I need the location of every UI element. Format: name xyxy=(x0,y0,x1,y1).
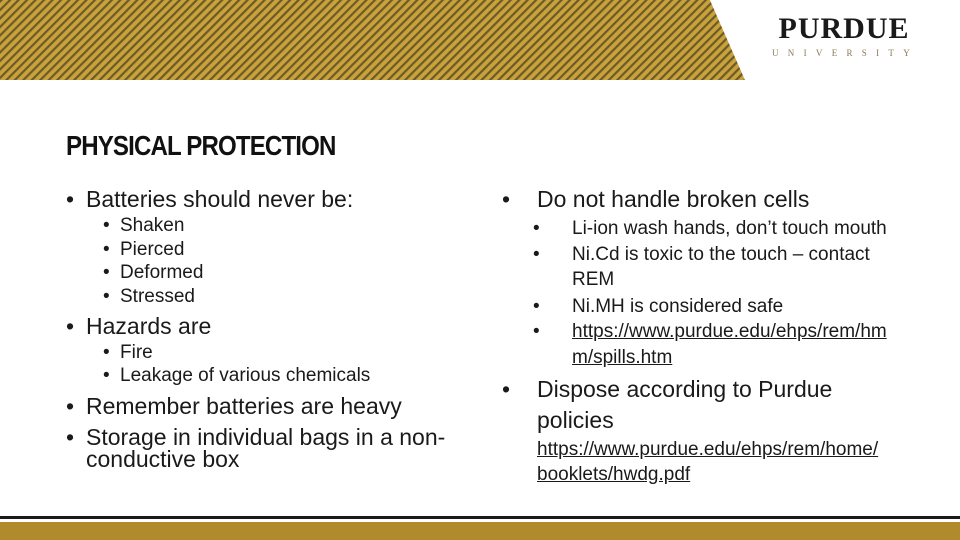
right-bullet-1: Do not handle broken cells xyxy=(537,186,810,212)
bullet: • xyxy=(103,342,110,363)
hwdg-link[interactable]: https://www.purdue.edu/ehps/rem/home/ xyxy=(537,439,879,460)
left-bullet-4-line2: conductive box xyxy=(86,446,240,472)
right-sub-item: Li-ion wash hands, don’t touch mouth xyxy=(572,218,887,239)
bullet: • xyxy=(533,296,540,317)
slide-title: PHYSICAL PROTECTION xyxy=(66,130,336,161)
bullet: • xyxy=(533,321,540,342)
bullet: • xyxy=(66,313,75,339)
left-bullet-4-line1: Storage in individual bags in a non- xyxy=(86,424,446,450)
bullet: • xyxy=(103,365,110,386)
right-sub-item: Ni.MH is considered safe xyxy=(572,296,784,317)
right-sub-item-cont: REM xyxy=(572,269,615,290)
bullet: • xyxy=(533,244,540,265)
left-sub-item: Leakage of various chemicals xyxy=(120,365,371,386)
bullet: • xyxy=(66,424,75,450)
hwdg-link-cont[interactable]: booklets/hwdg.pdf xyxy=(537,464,691,485)
bullet: • xyxy=(103,286,110,307)
bullet: • xyxy=(502,186,511,212)
bullet: • xyxy=(66,393,75,419)
logo-subtitle: UNIVERSITY xyxy=(772,48,919,58)
left-sub-item: Shaken xyxy=(120,215,185,236)
right-sub-item: Ni.Cd is toxic to the touch – contact xyxy=(572,244,870,265)
header-banner xyxy=(0,0,960,80)
left-bullet-3: Remember batteries are heavy xyxy=(86,393,402,419)
purdue-logo xyxy=(772,12,919,60)
right-bullet-2-line1: Dispose according to Purdue xyxy=(537,376,833,402)
bullet: • xyxy=(103,262,110,283)
left-sub-item: Deformed xyxy=(120,262,204,283)
bullet: • xyxy=(103,215,110,236)
left-sub-item: Pierced xyxy=(120,239,185,260)
left-bullet-2: Hazards are xyxy=(86,313,212,339)
left-sub-item: Stressed xyxy=(120,286,195,307)
left-sub-item: Fire xyxy=(120,342,153,363)
left-bullet-1: Batteries should never be: xyxy=(86,186,354,212)
footer-divider xyxy=(0,516,960,519)
spills-link[interactable]: https://www.purdue.edu/ehps/rem/hm xyxy=(572,321,887,342)
bullet: • xyxy=(66,186,75,212)
spills-link-cont[interactable]: m/spills.htm xyxy=(572,347,673,368)
bullet: • xyxy=(502,376,511,402)
footer-gold-bar xyxy=(0,522,960,540)
right-bullet-2-line2: policies xyxy=(537,407,614,433)
logo-name: PURDUE xyxy=(778,12,910,45)
bullet: • xyxy=(103,239,110,260)
bullet: • xyxy=(533,218,540,239)
